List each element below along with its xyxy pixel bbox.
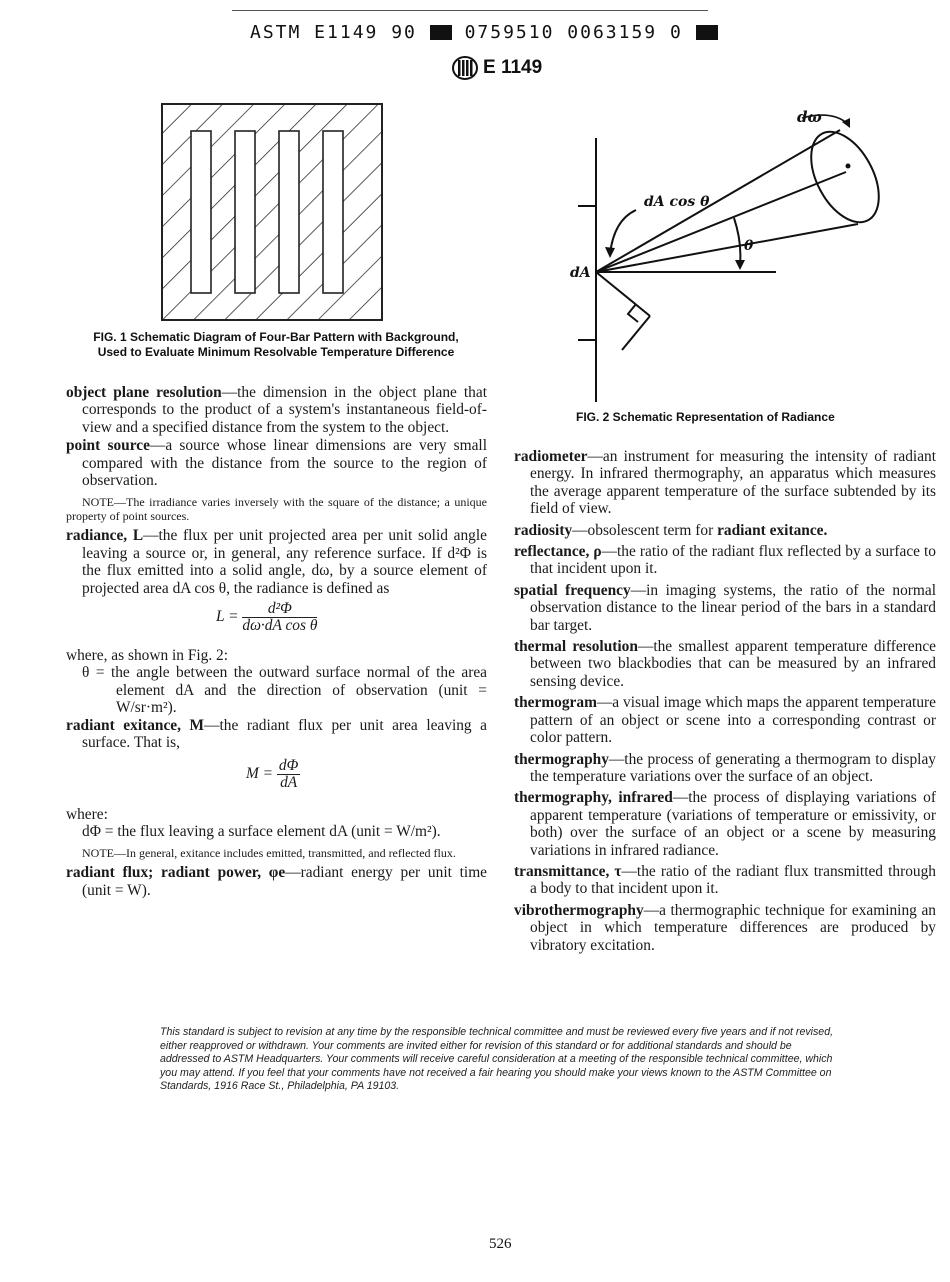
eq2-denominator: dA: [280, 773, 298, 791]
text-spatial-frequency: —in imaging systems, the ratio of the normal observation distance to the linear period of the bars in a standard bar target.: [530, 581, 936, 634]
text-radiant-flux: —radiant energy per unit time (unit = W).: [82, 864, 487, 899]
def-radiometer: [514, 448, 936, 518]
eq1-fraction: [242, 601, 317, 634]
term-point-source: point source: [66, 437, 150, 455]
fig2-caption: FIG. 2 Schematic Representation of Radiance: [576, 410, 835, 424]
fig1-caption-line1: FIG. 1 Schematic Diagram of Four-Bar Pattern with Background,: [93, 330, 459, 344]
text-radiant-exitance: —the radiant flux per unit area leaving a surface. That is,: [82, 716, 488, 752]
def-thermal-resolution: [514, 638, 936, 690]
text-reflectance: —the ratio of the radiant flux reflected by a surface to that incident upon it.: [530, 543, 937, 578]
term-object-plane-resolution: object plane resolution: [66, 384, 222, 401]
ref-radiant-exitance: radiant exitance.: [717, 521, 828, 539]
bar-1: [191, 131, 211, 293]
barcode-block-icon: [430, 25, 452, 40]
def-thermography-infrared: [514, 789, 936, 859]
text-radiosity: —obsolescent term for: [572, 521, 714, 539]
term-radiant-flux: radiant flux; radiant power, φe: [66, 864, 286, 882]
eq2-lhs: M =: [246, 764, 274, 782]
page-number: 526: [489, 1236, 512, 1252]
term-radiosity: radiosity: [514, 521, 573, 539]
fig1-caption: [66, 330, 486, 360]
radiance-schematic-figure: [570, 100, 900, 405]
eq1-numerator: d²Φ: [242, 601, 317, 618]
term-reflectance: reflectance, ρ: [514, 543, 602, 561]
def-spatial-frequency: [514, 582, 936, 634]
document-id: E 1149: [483, 57, 543, 78]
text-radiance: —the flux per unit projected area per unit solid angle leaving a source or, in general, any reference surface. If d²Φ is the flux emitted into a solid angle, dω, by a source element of projected area dA cos θ, the radiance is defined as: [82, 527, 487, 597]
where-label: where:: [66, 805, 108, 823]
equation-exitance: [66, 758, 487, 800]
def-radiance: [66, 527, 487, 597]
term-thermography: thermography: [514, 750, 609, 768]
term-transmittance: transmittance, τ: [514, 862, 622, 880]
note-irradiance: NOTE—The irradiance varies inversely with the square of the distance; a unique property of point sources.: [66, 495, 487, 524]
text-object-plane-resolution: —the dimension in the object plane that corresponds to the product of a system's instantaneous field-of-view and a specified distance from the system to the object.: [82, 384, 487, 436]
equation-radiance: [66, 601, 487, 643]
term-vibrothermography: vibrothermography: [514, 901, 644, 919]
left-column: [66, 384, 487, 899]
label-da: dA: [570, 265, 591, 281]
bar-4: [323, 131, 343, 293]
right-column: [514, 448, 936, 954]
text-point-source: —a source whose linear dimensions are very small compared with the distance from the source to the region of observation.: [82, 437, 487, 490]
def-thermography: [514, 751, 936, 786]
eq2-fraction: [277, 758, 300, 791]
def-vibrothermography: [514, 902, 936, 954]
text-vibrothermography: —a thermographic technique for examining an object in which temperature differences are produced by vibratory excitation.: [530, 901, 936, 954]
barcode-block-icon: [696, 25, 718, 40]
term-radiant-exitance: radiant exitance, M: [66, 716, 205, 734]
term-spatial-frequency: spatial frequency: [514, 581, 631, 599]
label-theta: θ: [744, 238, 754, 254]
def-radiosity: [514, 522, 936, 539]
text-radiometer: —an instrument for measuring the intensity of radiant energy. In infrared thermography, an apparatus which measures the average apparent temperature of the surface subtended by its field of view.: [530, 448, 936, 518]
def-theta: θ = the angle between the outward surface normal of the area element dA and the direction of observation (unit = W/sr·m²).: [82, 664, 487, 717]
header-rule: [232, 10, 708, 11]
header-code-part2: 0759510 0063159 0: [464, 22, 683, 43]
def-dphi: dΦ = the flux leaving a surface element dA (unit = W/m²).: [82, 822, 441, 840]
def-object-plane-resolution: [66, 384, 487, 436]
term-thermal-resolution: thermal resolution: [514, 638, 638, 656]
text-thermography: —the process of generating a thermogram to display the temperature variations over the surface of an object.: [530, 750, 936, 785]
bar-2: [235, 131, 255, 293]
label-dacos: dA cos θ: [644, 194, 710, 210]
def-point-source: [66, 437, 487, 489]
term-radiance: radiance, L: [66, 527, 144, 545]
header-code-part1: ASTM E1149 90: [250, 22, 417, 43]
revision-disclaimer: This standard is subject to revision at any time by the responsible technical committee and must be reviewed every five years and if not revised, either reapproved or withdrawn. Your comments are invited either for revision of this standard or for additional standards and should be addressed to ASTM Headquarters. Your comments will receive careful consideration at a meeting of the responsible technical committee, which you may attend. If you feel that your comments have not received a fair hearing you should make your views known to the ASTM Committee on Standards, 1916 Race St., Philadelphia, PA 19103.: [160, 1026, 834, 1092]
term-radiometer: radiometer: [514, 448, 588, 465]
bar-3: [279, 131, 299, 293]
text-thermogram: —a visual image which maps the apparent temperature pattern of an object or scene into a corresponding contrast or color pattern.: [530, 694, 936, 747]
text-thermal-resolution: —the smallest apparent temperature difference between two blackbodies that can be measured by an infrared sensing device.: [530, 638, 936, 690]
def-reflectance: [514, 543, 936, 578]
four-bar-pattern-figure: [161, 103, 383, 321]
header-code: [250, 22, 720, 43]
text-thermography-infrared: —the process of displaying variations of apparent temperature (variations of temperature or emissivity, or both) over the surface of an object or a scene by measuring variations in infrared radiance.: [530, 789, 936, 859]
eq1-lhs: L =: [216, 608, 239, 626]
where-fig2: where, as shown in Fig. 2:: [66, 647, 229, 665]
text-transmittance: —the ratio of the radiant flux transmitted through a body to that incident upon it.: [530, 862, 936, 898]
astm-logo-icon: [452, 56, 478, 80]
def-transmittance: [514, 863, 936, 898]
def-radiant-exitance: [66, 717, 487, 752]
term-thermography-infrared: thermography, infrared: [514, 789, 673, 807]
note-exitance: NOTE—In general, exitance includes emitted, transmitted, and reflected flux.: [82, 846, 456, 861]
fig1-caption-line2: Used to Evaluate Minimum Resolvable Temperature Difference: [97, 345, 455, 359]
eq2-numerator: dΦ: [278, 756, 299, 774]
def-radiant-flux: [66, 864, 487, 899]
eq1-denominator: dω·dA cos θ: [242, 617, 318, 635]
term-thermogram: thermogram: [514, 694, 597, 712]
def-thermogram: [514, 694, 936, 746]
label-domega: dω: [797, 108, 822, 126]
